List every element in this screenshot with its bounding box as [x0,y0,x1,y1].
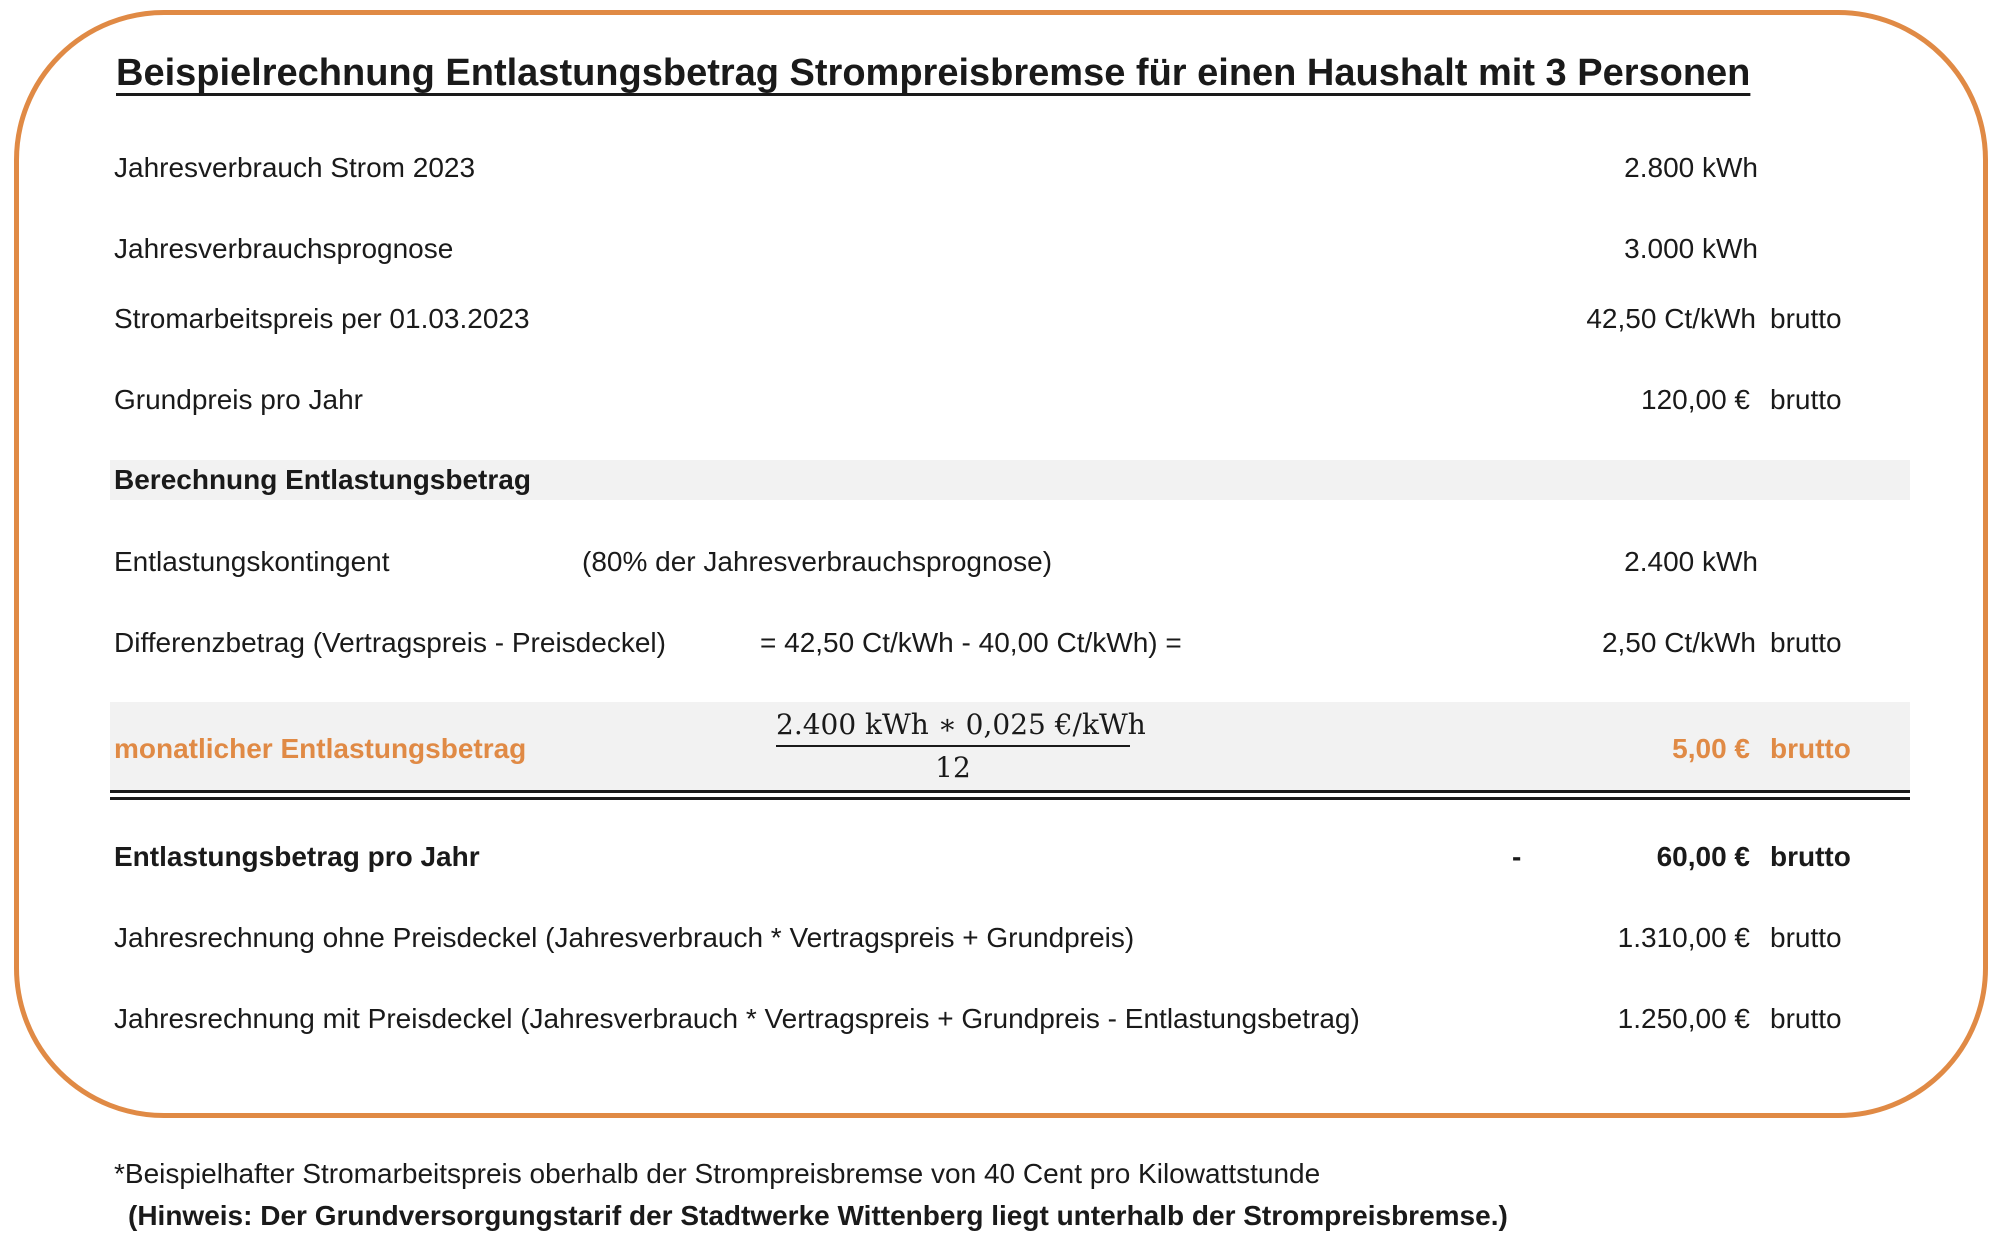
row-value: 1.250,00 € [1617,1003,1750,1034]
fraction-formula [776,708,1146,784]
row-label: Jahresrechnung ohne Preisdeckel (Jahresverbrauch * Vertragspreis + Grundpreis) [114,922,1135,953]
row-unit: brutto [1770,841,1851,872]
row-ohne-preisdeckel [0,914,2000,962]
double-rule-bottom [110,797,1910,800]
row-unit: brutto [1770,384,1842,415]
row-label: Jahresrechnung mit Preisdeckel (Jahresverbrauch * Vertragspreis + Grundpreis - Entlastungsbetrag) [114,1003,1360,1034]
row-arbeitspreis [0,295,2000,343]
row-value: 42,50 Ct/kWh [1586,303,1756,334]
row-kontingent [0,538,2000,586]
hint-note: (Hinweis: Der Grundversorgungstarif der Stadtwerke Wittenberg liegt unterhalb der Strompreisbremse.) [128,1200,1508,1231]
row-note: (80% der Jahresverbrauchsprognose) [582,546,1053,577]
row-value: 2.800 kWh [1624,152,1758,183]
row-label: Jahresverbrauchsprognose [114,233,454,264]
row-value: 60,00 € [1656,841,1750,872]
row-value: 3.000 kWh [1624,233,1758,264]
row-unit: brutto [1770,627,1842,658]
footnote: *Beispielhafter Stromarbeitspreis oberhalb der Strompreisbremse von 40 Cent pro Kilowattstunde [114,1158,1321,1189]
row-label: monatlicher Entlastungsbetrag [114,733,527,764]
row-differenz [0,619,2000,667]
row-formula: = 42,50 Ct/kWh - 40,00 Ct/kWh) = [760,627,1182,658]
row-mit-preisdeckel [0,995,2000,1043]
row-unit: brutto [1770,1003,1842,1034]
row-grundpreis [0,376,2000,424]
row-label: Jahresverbrauch Strom 2023 [114,152,476,183]
section-header-label: Berechnung Entlastungsbetrag [114,464,531,495]
row-prognose [0,225,2000,273]
row-label: Grundpreis pro Jahr [114,384,364,415]
row-value: 1.310,00 € [1617,922,1750,953]
fraction-numerator: 2.400 kWh ∗ 0,025 €/kWh [776,708,1130,747]
row-sign: - [1512,841,1522,872]
row-value: 120,00 € [1641,384,1750,415]
row-label: Entlastungskontingent [114,546,390,577]
page-title: Beispielrechnung Entlastungsbetrag Strompreisbremse für einen Haushalt mit 3 Personen [116,52,1751,94]
row-value: 5,00 € [1672,733,1750,764]
fraction-denominator: 12 [935,751,971,784]
row-unit: brutto [1770,303,1842,334]
section-header [0,456,2000,504]
double-rule-top [110,790,1910,793]
row-unit: brutto [1770,922,1842,953]
row-unit: brutto [1770,733,1851,764]
row-value: 2.400 kWh [1624,546,1758,577]
row-jahresverbrauch [0,144,2000,192]
row-value: 2,50 Ct/kWh [1601,627,1756,658]
row-jahr [0,833,2000,881]
row-label: Entlastungsbetrag pro Jahr [114,841,480,872]
row-label: Differenzbetrag (Vertragspreis - Preisdeckel) [114,627,666,658]
row-label: Stromarbeitspreis per 01.03.2023 [114,303,530,334]
